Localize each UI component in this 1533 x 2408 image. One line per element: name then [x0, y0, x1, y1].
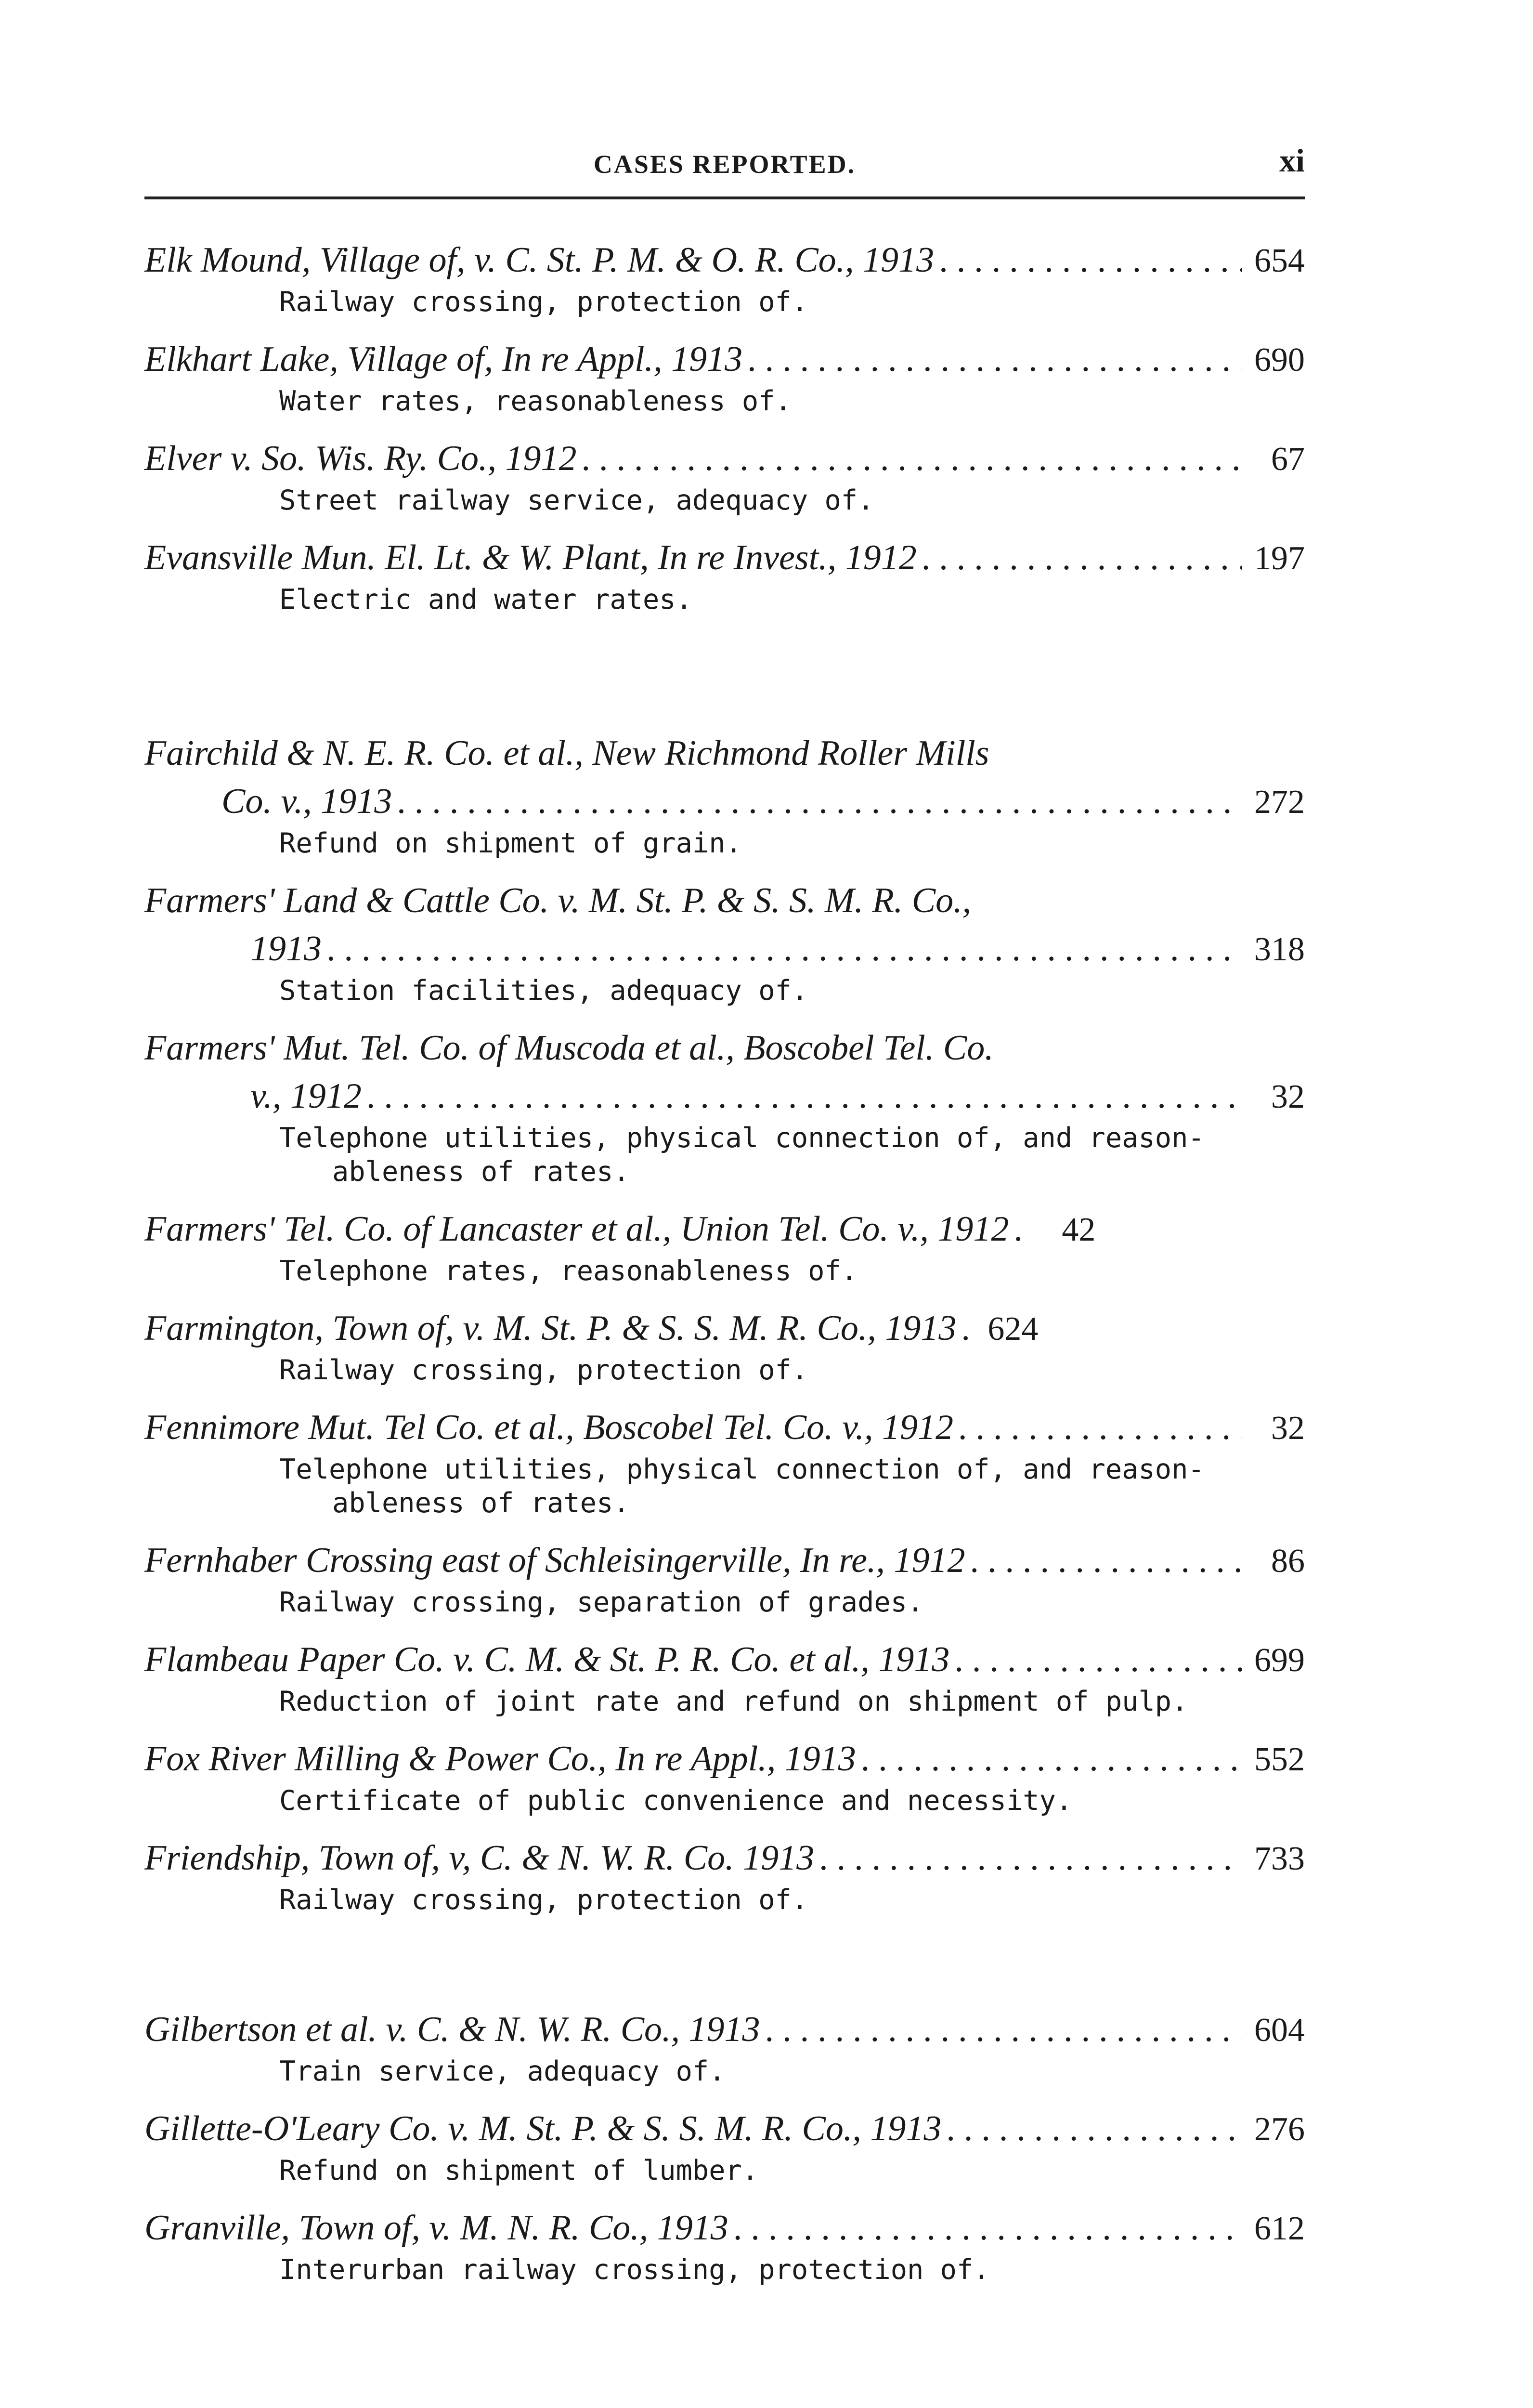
case-description-line: ableness of rates.	[332, 1156, 630, 1188]
dot-leader	[922, 534, 1242, 582]
case-entry	[144, 1304, 1305, 1387]
case-title: Elkhart Lake, Village of, In re Appl., 1913	[144, 340, 743, 379]
dot-leader	[939, 236, 1242, 284]
case-title: Elver v. So. Wis. Ry. Co., 1912	[144, 439, 577, 478]
case-title-line	[144, 1403, 1305, 1453]
case-title: Fennimore Mut. Tel Co. et al., Boscobel Tel. Co. v., 1912	[144, 1408, 953, 1447]
dot-leader	[765, 2005, 1242, 2054]
case-page-ref: 67	[1271, 441, 1305, 478]
case-page-ref: 612	[1254, 2210, 1305, 2247]
dot-leader	[326, 925, 1242, 973]
case-description: Train service, adequacy of.	[279, 2055, 726, 2087]
case-title-line	[144, 534, 1305, 583]
dot-leader	[958, 1403, 1242, 1452]
case-description: Refund on shipment of grain.	[279, 827, 742, 859]
case-entry	[144, 1536, 1305, 1619]
case-page-ref: 86	[1271, 1543, 1305, 1580]
case-entry	[144, 1205, 1305, 1288]
case-page-ref: 654	[1254, 242, 1305, 279]
dot-leader	[954, 1636, 1242, 1684]
case-title-line	[144, 877, 1305, 925]
case-description-line: ableness of rates.	[332, 1487, 630, 1519]
case-entry	[144, 534, 1305, 616]
case-entry	[144, 2005, 1305, 2088]
case-title: Gillette-O'Leary Co. v. M. St. P. & S. S. M. R. Co., 1913	[144, 2109, 942, 2148]
dot-leader	[946, 2105, 1242, 2153]
case-description: Refund on shipment of lumber.	[279, 2155, 759, 2186]
case-title-line	[144, 1636, 1305, 1685]
case-entry	[144, 1735, 1305, 1818]
case-page-ref: 699	[1254, 1642, 1305, 1679]
case-title-line	[144, 2105, 1305, 2154]
case-description: Telephone rates, reasonableness of.	[279, 1255, 858, 1287]
case-title-cont: Co. v., 1913	[221, 782, 392, 821]
case-title-line	[144, 1536, 1305, 1585]
running-title: CASES REPORTED.	[593, 150, 856, 179]
dot-leader	[819, 1834, 1242, 1882]
case-title: Evansville Mun. El. Lt. & W. Plant, In re Invest., 1912	[144, 538, 917, 577]
case-entry	[144, 1834, 1305, 1917]
case-description: Railway crossing, protection of.	[279, 1884, 808, 1916]
case-description: Interurban railway crossing, protection of.	[279, 2254, 990, 2286]
case-page-ref: 733	[1254, 1840, 1305, 1877]
case-description	[144, 1121, 1305, 1189]
case-title-line	[144, 1735, 1305, 1784]
case-title-line	[144, 2204, 1305, 2253]
letter-group-gap	[144, 633, 1305, 729]
case-description-line: Telephone utilities, physical connection of, and reason-	[279, 1453, 1205, 1485]
case-entry	[144, 1636, 1305, 1718]
case-description: Railway crossing, protection of.	[279, 1354, 808, 1386]
running-head	[144, 144, 1305, 188]
case-entry	[144, 1403, 1305, 1520]
case-title: Fox River Milling & Power Co., In re Appl., 1913	[144, 1739, 856, 1779]
case-title-continuation	[144, 1072, 1305, 1121]
case-entry	[144, 877, 1305, 1008]
dot-leader	[733, 2204, 1242, 2252]
case-description: Electric and water rates.	[279, 584, 692, 615]
dot-leader	[366, 1072, 1242, 1120]
case-title-line	[144, 1024, 1305, 1072]
case-title-line	[144, 1304, 1305, 1353]
case-title: Farmers' Land & Cattle Co. v. M. St. P. & S. S. M. R. Co.,	[144, 881, 972, 920]
case-entry	[144, 2204, 1305, 2287]
case-title: Fernhaber Crossing east of Schleisingerville, In re., 1912	[144, 1541, 965, 1580]
case-title-cont: v., 1912	[250, 1076, 362, 1116]
case-description: Reduction of joint rate and refund on shipment of pulp.	[279, 1686, 1188, 1717]
case-title-cont: 1913	[250, 929, 322, 968]
case-title-line	[144, 729, 1305, 777]
case-page-ref: 42	[1062, 1211, 1096, 1248]
case-description: Certificate of public convenience and necessity.	[279, 1785, 1073, 1817]
case-entry	[144, 335, 1305, 418]
case-title: Fairchild & N. E. R. Co. et al., New Richmond Roller Mills	[144, 733, 989, 773]
dot-leader	[961, 1304, 975, 1352]
letter-group-gap	[144, 1933, 1305, 2005]
case-title: Friendship, Town of, v, C. & N. W. R. Co. 1913	[144, 1838, 815, 1878]
case-title: Elk Mound, Village of, v. C. St. P. M. & O. R. Co., 1913	[144, 240, 935, 280]
dot-leader	[970, 1536, 1242, 1584]
case-page-ref: 276	[1254, 2111, 1305, 2148]
page-number: xi	[1279, 142, 1305, 179]
case-entry	[144, 434, 1305, 517]
case-description: Water rates, reasonableness of.	[279, 385, 792, 417]
case-page-ref: 32	[1271, 1410, 1305, 1447]
dot-leader	[582, 434, 1242, 483]
dot-leader	[747, 335, 1242, 383]
case-title-continuation	[144, 925, 1305, 974]
dot-leader	[397, 777, 1242, 825]
case-entry	[144, 729, 1305, 860]
case-entry	[144, 2105, 1305, 2187]
case-page-ref: 32	[1271, 1078, 1305, 1115]
case-title-line	[144, 434, 1305, 484]
case-page-ref: 318	[1254, 931, 1305, 968]
case-title-line	[144, 236, 1305, 285]
case-page-ref: 690	[1254, 341, 1305, 379]
case-description	[144, 1453, 1305, 1520]
case-title-continuation	[144, 777, 1305, 826]
case-page-ref: 552	[1254, 1741, 1305, 1778]
case-description: Street railway service, adequacy of.	[279, 484, 874, 516]
case-title: Farmers' Mut. Tel. Co. of Muscoda et al., Boscobel Tel. Co.	[144, 1028, 994, 1068]
case-entry	[144, 236, 1305, 319]
case-page-ref: 604	[1254, 2012, 1305, 2049]
case-title: Farmers' Tel. Co. of Lancaster et al., Union Tel. Co. v., 1912	[144, 1209, 1009, 1249]
case-page-ref: 197	[1254, 540, 1305, 577]
case-title-line	[144, 1205, 1305, 1254]
case-description: Station facilities, adequacy of.	[279, 975, 808, 1007]
case-title: Granville, Town of, v. M. N. R. Co., 1913	[144, 2208, 728, 2248]
case-title: Flambeau Paper Co. v. C. M. & St. P. R. Co. et al., 1913	[144, 1640, 950, 1679]
case-title-line	[144, 1834, 1305, 1883]
case-page-ref: 624	[987, 1310, 1039, 1348]
case-entry	[144, 1024, 1305, 1189]
dot-leader	[1013, 1205, 1033, 1253]
case-list	[144, 236, 1305, 2303]
dot-leader	[861, 1735, 1242, 1783]
case-page-ref: 272	[1254, 784, 1305, 821]
case-description: Railway crossing, separation of grades.	[279, 1586, 924, 1618]
case-title-line	[144, 335, 1305, 384]
case-title: Farmington, Town of, v. M. St. P. & S. S. M. R. Co., 1913	[144, 1309, 957, 1348]
case-description-line: Telephone utilities, physical connection of, and reason-	[279, 1122, 1205, 1154]
case-title: Gilbertson et al. v. C. & N. W. R. Co., 1913	[144, 2010, 760, 2049]
header-rule	[144, 196, 1305, 199]
case-description: Railway crossing, protection of.	[279, 286, 808, 318]
case-title-line	[144, 2005, 1305, 2055]
